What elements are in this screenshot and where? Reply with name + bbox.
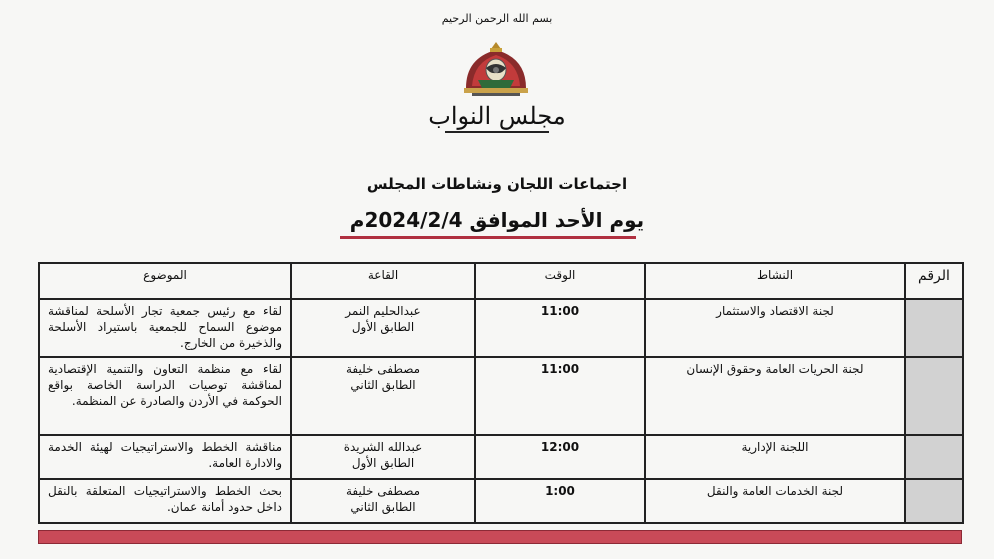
jordan-coat-of-arms-icon: [458, 40, 534, 98]
hall-name: عبدالله الشريدة: [343, 440, 423, 454]
row-topic: مناقشة الخطط والاستراتيجيات لهيئة الخدمة والادارة العامة.: [39, 435, 291, 479]
row-number: [905, 299, 963, 357]
footer-red-bar: [38, 530, 962, 544]
hall-floor: الطابق الأول: [351, 456, 415, 470]
header-activity: النشاط: [645, 263, 905, 299]
row-topic: بحث الخطط والاستراتيجيات المتعلقة بالنقل داخل حدود أمانة عمان.: [39, 479, 291, 523]
hall-name: عبدالحليم النمر: [345, 304, 421, 318]
row-number: [905, 479, 963, 523]
row-time: 11:00: [475, 299, 645, 357]
table-row: [39, 299, 963, 357]
row-activity: اللجنة الإدارية: [645, 435, 905, 479]
row-topic: لقاء مع رئيس جمعية تجار الأسلحة لمناقشة موضوع السماح للجمعية باستيراد الأسلحة والذخيرة من الخارج.: [39, 299, 291, 357]
table-row: [39, 435, 963, 479]
date-line: يوم الأحد الموافق 2024/2/4م: [349, 208, 645, 232]
row-hall: [291, 299, 475, 357]
row-hall: [291, 357, 475, 435]
header-topic: الموضوع: [39, 263, 291, 299]
header-time: الوقت: [475, 263, 645, 299]
hall-name: مصطفى خليفة: [345, 362, 421, 376]
hall-floor: الطابق الثاني: [350, 500, 416, 514]
row-time: 1:00: [475, 479, 645, 523]
council-logo-text: مجلس النواب: [428, 102, 566, 130]
table-row: [39, 479, 963, 523]
council-logo-underline: [445, 131, 549, 133]
row-number: [905, 357, 963, 435]
table-header-row: [39, 263, 963, 299]
hall-floor: الطابق الأول: [351, 320, 415, 334]
row-hall: [291, 435, 475, 479]
row-time: 12:00: [475, 435, 645, 479]
date-underline: [340, 236, 636, 239]
header-number: الرقم: [905, 263, 963, 299]
header-hall: القاعة: [291, 263, 475, 299]
table-row: [39, 357, 963, 435]
row-time: 11:00: [475, 357, 645, 435]
row-activity: لجنة الحريات العامة وحقوق الإنسان: [645, 357, 905, 435]
hall-name: مصطفى خليفة: [345, 484, 421, 498]
hall-floor: الطابق الثاني: [350, 378, 416, 392]
schedule-table: [38, 262, 964, 524]
basmala: بسم الله الرحمن الرحيم: [441, 12, 553, 25]
row-activity: لجنة الخدمات العامة والنقل: [645, 479, 905, 523]
row-hall: [291, 479, 475, 523]
row-number: [905, 435, 963, 479]
page-title: اجتماعات اللجان ونشاطات المجلس: [366, 175, 628, 193]
row-topic: لقاء مع منظمة التعاون والتنمية الإقتصادية لمناقشة توصيات الدراسة الخاصة بواقع الحوكمة في الأردن والصادرة عن المنظمة.: [39, 357, 291, 435]
row-activity: لجنة الاقتصاد والاستثمار: [645, 299, 905, 357]
